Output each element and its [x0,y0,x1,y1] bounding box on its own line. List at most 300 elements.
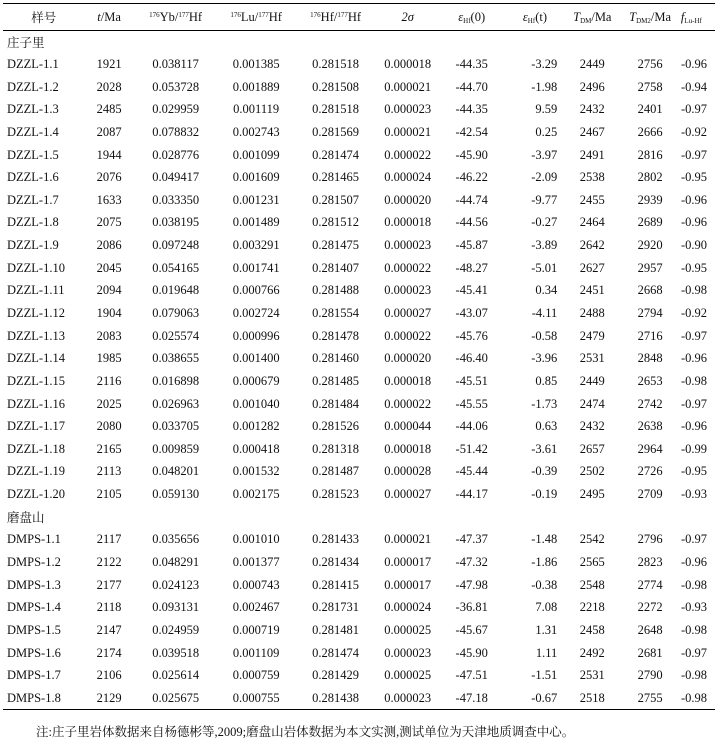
cell-tdm2: 2790 [637,668,663,683]
cell-sigma: 0.000022 [384,396,432,411]
cell-ehf0: -44.74 [455,192,488,207]
cell-flu-hf: -0.96 [680,419,707,434]
cell-tdm2: 2939 [637,192,663,207]
cell-ehft: -1.98 [531,79,558,94]
cell-ehft: -9.77 [531,192,558,207]
cell-ehf0: -45.90 [455,645,488,660]
col-sample: 样号 [3,4,85,31]
cell-ehf0: -47.37 [455,532,488,547]
cell-sample-id: DMPS-1.3 [7,577,61,592]
cell-yb-hf: 0.097248 [152,238,200,253]
cell-tdm: 2531 [579,351,605,366]
cell-ehf0: -45.87 [455,238,488,253]
cell-flu-hf: -0.98 [680,283,707,298]
cell-tdm: 2474 [579,396,605,411]
cell-flu-hf: -0.98 [680,668,707,683]
table-row [3,98,715,121]
cell-sample-id: DZZL-1.10 [7,260,65,275]
cell-sample-id: DZZL-1.13 [7,328,65,343]
cell-yb-hf: 0.049417 [152,170,200,185]
cell-sigma: 0.000018 [384,215,432,230]
cell-age: 2086 [96,238,122,253]
cell-lu-hf: 0.002743 [232,124,280,139]
cell-hf-hf: 0.281508 [312,79,360,94]
cell-age: 2094 [96,283,122,298]
cell-hf-hf: 0.281434 [312,555,360,570]
cell-flu-hf: -0.96 [680,351,707,366]
cell-yb-hf: 0.029959 [152,102,200,117]
cell-tdm2: 2653 [637,373,663,388]
cell-tdm2: 2401 [637,102,663,117]
cell-sigma: 0.000028 [384,464,432,479]
cell-tdm2: 2755 [619,687,681,710]
cell-sigma: 0.000025 [384,622,432,637]
cell-flu-hf: -0.95 [680,260,707,275]
cell-yb-hf: 0.026963 [152,396,200,411]
cell-ehf0: -44.70 [455,79,488,94]
cell-ehf0: -45.67 [455,622,488,637]
cell-tdm: 2432 [579,102,605,117]
cell-lu-hf: 0.001010 [232,532,280,547]
cell-lu-hf: 0.000996 [232,328,280,343]
cell-ehf0: -45.55 [455,396,488,411]
cell-sample-id: DZZL-1.20 [7,487,65,502]
cell-ehf0: -47.51 [455,668,488,683]
cell-tdm2: 2774 [637,577,663,592]
cell-sample-id: DZZL-1.18 [7,441,65,456]
cell-ehf0: -44.35 [455,102,488,117]
cell-hf-hf: 0.281526 [312,419,360,434]
cell-tdm2: 2796 [637,532,663,547]
cell-hf-hf: 0.281485 [312,373,360,388]
cell-sigma: 0.000022 [384,147,432,162]
cell-tdm: 2488 [579,306,605,320]
cell-ehf0: -46.40 [455,351,488,366]
cell-yb-hf: 0.048291 [152,555,200,570]
cell-age: 2028 [96,79,122,94]
table-row [3,76,715,99]
cell-sample-id: DMPS-1.4 [7,600,61,615]
table-row [3,257,715,280]
col-tdm: $T_{DM}/Ma$ [565,4,619,31]
cell-lu-hf: 0.001400 [232,351,280,366]
cell-flu-hf: -0.95 [680,170,707,185]
cell-tdm2: 2794 [637,306,663,320]
col-age: t/Ma [85,4,134,31]
cell-hf-hf: 0.281507 [312,192,360,207]
cell-yb-hf: 0.033705 [152,419,200,434]
cell-lu-hf: 0.001385 [232,56,280,71]
cell-yb-hf: 0.048201 [152,464,200,479]
cell-tdm: 2531 [579,668,605,683]
table-row [3,619,715,642]
cell-hf-hf: 0.281415 [312,577,360,592]
cell-tdm2: 2272 [637,600,663,615]
hf-isotope-table [3,3,715,710]
header-row [3,4,715,31]
cell-tdm: 2642 [579,238,605,253]
cell-lu-hf: 0.001231 [232,192,280,207]
cell-yb-hf: 0.028776 [152,147,200,162]
cell-tdm2: 2848 [637,351,663,366]
cell-lu-hf: 0.001489 [232,215,280,230]
cell-tdm: 2467 [579,124,605,139]
cell-tdm2: 2920 [637,238,663,253]
cell-hf-hf: 0.281433 [312,532,360,547]
col-flu-hf: $f_{Lu-Hf}$ [681,4,715,31]
cell-tdm: 2449 [579,373,605,388]
cell-flu-hf: -0.90 [680,238,707,253]
table-row [3,234,715,257]
cell-flu-hf: -0.97 [680,396,707,411]
col-ehft: $\varepsilon_{Hf}(t)$ [505,4,566,31]
cell-ehft: 0.63 [535,419,558,434]
cell-tdm2: 2681 [637,645,663,660]
cell-tdm: 2491 [579,147,605,162]
cell-sample-id: DZZL-1.9 [7,238,59,253]
cell-ehf0: -45.90 [455,147,488,162]
table-row [3,144,715,167]
cell-hf-hf: 0.281438 [295,687,377,710]
cell-hf-hf: 0.281318 [312,441,360,456]
table-row [3,325,715,348]
cell-lu-hf: 0.000766 [232,283,280,298]
cell-yb-hf: 0.024959 [152,622,200,637]
cell-sigma: 0.000022 [384,328,432,343]
cell-lu-hf: 0.002724 [232,306,280,320]
cell-age: 1633 [96,192,122,207]
cell-tdm: 2458 [579,622,605,637]
cell-age: 2087 [96,124,122,139]
cell-sigma: 0.000018 [384,373,432,388]
col-hf-hf: $^{176}$Hf/$^{177}$Hf [295,4,377,31]
col-lu-hf: $^{176}$Lu/$^{177}$Hf [218,4,295,31]
cell-tdm2: 2709 [637,487,663,502]
cell-tdm2: 2648 [637,622,663,637]
cell-lu-hf: 0.000418 [232,441,280,456]
table-row [3,302,715,325]
cell-ehf0: -44.56 [455,215,488,230]
cell-hf-hf: 0.281460 [312,351,360,366]
cell-flu-hf: -0.95 [680,464,707,479]
cell-age: 2485 [96,102,122,117]
cell-sample-id: DZZL-1.14 [7,351,65,366]
cell-sample-id: DZZL-1.6 [7,170,59,185]
cell-ehft: -3.97 [531,147,558,162]
cell-tdm: 2432 [579,419,605,434]
cell-flu-hf: -0.96 [680,215,707,230]
cell-ehft: -5.01 [531,260,558,275]
cell-ehf0: -45.76 [455,328,488,343]
col-yb-hf: $^{176}$Yb/$^{177}$Hf [134,4,218,31]
cell-ehft: 1.31 [535,622,558,637]
table-row [3,597,715,620]
cell-sigma: 0.000023 [384,238,432,253]
cell-flu-hf: -0.96 [680,192,707,207]
cell-ehft: -1.48 [531,532,558,547]
cell-hf-hf: 0.281512 [312,215,360,230]
cell-age: 2122 [96,555,122,570]
cell-tdm: 2495 [579,487,605,502]
cell-age: 2080 [96,419,122,434]
cell-yb-hf: 0.038117 [152,56,199,71]
cell-sample-id: DZZL-1.19 [7,464,65,479]
cell-yb-hf: 0.078832 [152,124,200,139]
cell-yb-hf: 0.025614 [152,668,200,683]
table-row [3,212,715,235]
cell-lu-hf: 0.001040 [232,396,280,411]
cell-tdm: 2657 [579,441,605,456]
cell-sigma: 0.000021 [384,79,432,94]
cell-sample-id: DMPS-1.6 [7,645,61,660]
cell-sample-id: DZZL-1.3 [7,102,59,117]
cell-age: 2106 [96,668,122,683]
table-row [3,483,715,506]
table-footnote: 注:庄子里岩体数据来自杨德彬等,2009;磨盘山岩体数据为本文实测,测试单位为天津地质调查中心。 [36,725,575,739]
cell-hf-hf: 0.281518 [312,102,360,117]
cell-sample-id: DZZL-1.1 [7,56,59,71]
table-body [3,31,715,710]
cell-tdm2: 2668 [637,283,663,298]
cell-hf-hf: 0.281554 [312,306,360,320]
table-row [3,529,715,552]
table-row [3,53,715,76]
cell-yb-hf: 0.054165 [152,260,200,275]
cell-age: 1944 [96,147,122,162]
cell-hf-hf: 0.281569 [312,124,360,139]
table-row [3,121,715,144]
cell-flu-hf: -0.97 [680,147,707,162]
cell-lu-hf: 0.000759 [232,668,280,683]
cell-flu-hf: -0.96 [680,555,707,570]
cell-sigma: 0.000023 [384,102,432,117]
cell-age: 2075 [96,215,122,230]
cell-flu-hf: -0.99 [680,441,707,456]
table-row [3,687,715,710]
cell-ehft: 1.11 [535,645,558,660]
cell-sample-id: DZZL-1.17 [7,419,65,434]
cell-ehft: -3.61 [531,441,558,456]
cell-yb-hf: 0.038195 [152,215,200,230]
cell-hf-hf: 0.281474 [312,147,360,162]
cell-age: 1904 [96,306,122,320]
cell-tdm: 2548 [579,577,605,592]
cell-age: 2083 [96,328,122,343]
cell-flu-hf: -0.98 [680,577,707,592]
cell-lu-hf: 0.000755 [218,687,295,710]
cell-sigma: 0.000024 [384,170,432,185]
col-ehf0: $\varepsilon_{Hf}(0)$ [439,4,505,31]
cell-hf-hf: 0.281487 [312,464,360,479]
cell-lu-hf: 0.001119 [233,102,280,117]
cell-lu-hf: 0.002467 [232,600,280,615]
cell-ehf0: -45.44 [455,464,488,479]
cell-age: 1921 [96,56,122,71]
cell-hf-hf: 0.281731 [312,600,360,615]
cell-sample-id: DMPS-1.5 [7,622,61,637]
cell-yb-hf: 0.009859 [152,441,200,456]
cell-sample-id: DMPS-1.8 [3,687,85,710]
cell-ehf0: -44.06 [455,419,488,434]
cell-hf-hf: 0.281407 [312,260,360,275]
cell-flu-hf: -0.92 [680,124,707,139]
cell-tdm2: 2756 [637,56,663,71]
cell-sample-id: DMPS-1.7 [7,668,61,683]
cell-tdm2: 2758 [637,79,663,94]
cell-tdm2: 2716 [637,328,663,343]
table-row [3,415,715,438]
cell-yb-hf: 0.053728 [152,79,200,94]
cell-hf-hf: 0.281523 [312,487,360,502]
cell-tdm2: 2823 [637,555,663,570]
cell-sample-id: DZZL-1.12 [7,306,65,320]
cell-tdm: 2496 [579,79,605,94]
cell-ehft: -0.27 [531,215,558,230]
cell-tdm2: 2964 [637,441,663,456]
cell-sigma: 0.000020 [384,351,432,366]
cell-sigma: 0.000017 [384,555,432,570]
cell-age: 2177 [96,577,122,592]
cell-yb-hf: 0.025675 [134,687,218,710]
cell-sample-id: DZZL-1.11 [7,283,65,298]
cell-lu-hf: 0.001889 [232,79,280,94]
cell-ehft: -3.29 [531,56,558,71]
cell-lu-hf: 0.001109 [232,645,280,660]
cell-flu-hf: -0.97 [680,645,707,660]
cell-sigma: 0.000023 [384,283,432,298]
cell-ehft: -0.58 [531,328,558,343]
cell-lu-hf: 0.001099 [232,147,280,162]
cell-age: 2117 [96,532,122,547]
cell-sigma: 0.000023 [384,645,432,660]
cell-sigma: 0.000027 [384,487,432,502]
cell-flu-hf: -0.98 [681,687,715,710]
cell-ehft: -1.51 [531,668,558,683]
cell-sample-id: DZZL-1.15 [7,373,65,388]
cell-ehft: 0.25 [535,124,558,139]
table-row [3,438,715,461]
cell-ehft: -0.38 [531,577,558,592]
cell-ehft: -0.67 [505,687,566,710]
cell-sigma: 0.000020 [384,192,432,207]
cell-ehft: -0.39 [531,464,558,479]
group-name: 庄子里 [7,36,45,51]
cell-flu-hf: -0.98 [680,622,707,637]
table-row [3,347,715,370]
cell-age: 2105 [96,487,122,502]
cell-tdm2: 2726 [637,464,663,479]
cell-tdm2: 2816 [637,147,663,162]
cell-lu-hf: 0.000719 [232,622,280,637]
cell-flu-hf: -0.97 [680,328,707,343]
group-header-row [3,506,715,529]
cell-yb-hf: 0.093131 [152,600,200,615]
cell-sample-id: DZZL-1.5 [7,147,59,162]
cell-hf-hf: 0.281475 [312,238,360,253]
table-row [3,664,715,687]
cell-age: 1985 [96,351,122,366]
cell-ehf0: -44.17 [455,487,488,502]
cell-hf-hf: 0.281429 [312,668,360,683]
cell-sample-id: DZZL-1.4 [7,124,59,139]
col-sigma: 2σ [377,4,439,31]
cell-ehft: -3.89 [531,238,558,253]
cell-age: 2174 [96,645,122,660]
cell-yb-hf: 0.019648 [152,283,200,298]
cell-lu-hf: 0.000679 [232,373,280,388]
cell-sigma: 0.000021 [384,532,432,547]
cell-flu-hf: -0.97 [680,532,707,547]
cell-sample-id: DZZL-1.7 [7,192,59,207]
cell-ehf0: -44.35 [455,56,488,71]
cell-sigma: 0.000018 [384,56,432,71]
cell-tdm2: 2638 [637,419,663,434]
cell-tdm: 2218 [579,600,605,615]
cell-flu-hf: -0.97 [680,102,707,117]
cell-hf-hf: 0.281488 [312,283,360,298]
cell-lu-hf: 0.001609 [232,170,280,185]
cell-age: 2045 [96,260,122,275]
cell-yb-hf: 0.025574 [152,328,200,343]
cell-ehf0: -47.18 [439,687,505,710]
cell-hf-hf: 0.281478 [312,328,360,343]
cell-ehft: -1.73 [531,396,558,411]
cell-tdm2: 2957 [637,260,663,275]
cell-sigma: 0.000025 [384,668,432,683]
cell-yb-hf: 0.079063 [152,306,200,320]
cell-lu-hf: 0.003291 [232,238,280,253]
cell-flu-hf: -0.92 [680,306,707,320]
cell-yb-hf: 0.039518 [152,645,200,660]
cell-ehf0: -47.98 [455,577,488,592]
table-row [3,461,715,484]
cell-sigma: 0.000044 [384,419,432,434]
cell-ehf0: -43.07 [455,306,488,320]
cell-tdm: 2451 [579,283,605,298]
cell-sample-id: DMPS-1.1 [7,532,61,547]
cell-lu-hf: 0.002175 [232,487,280,502]
cell-lu-hf: 0.000743 [232,577,280,592]
cell-sample-id: DZZL-1.2 [7,79,59,94]
cell-sample-id: DMPS-1.2 [7,555,61,570]
cell-age: 2118 [96,600,122,615]
cell-ehf0: -45.51 [455,373,488,388]
cell-yb-hf: 0.035656 [152,532,200,547]
cell-ehft: -1.86 [531,555,558,570]
cell-lu-hf: 0.001741 [232,260,280,275]
cell-flu-hf: -0.98 [680,373,707,388]
cell-ehf0: -48.27 [455,260,488,275]
cell-age: 2147 [96,622,122,637]
group-name: 磨盘山 [7,511,45,526]
cell-sigma: 0.000018 [384,441,432,456]
cell-age: 2165 [96,441,122,456]
cell-ehft: 7.08 [535,600,558,615]
cell-sigma: 0.000023 [377,687,439,710]
cell-lu-hf: 0.001282 [232,419,280,434]
cell-flu-hf: -0.93 [680,487,707,502]
cell-age: 2113 [96,464,122,479]
cell-flu-hf: -0.96 [680,56,707,71]
cell-yb-hf: 0.059130 [152,487,200,502]
cell-tdm: 2464 [579,215,605,230]
cell-hf-hf: 0.281465 [312,170,360,185]
cell-ehft: 9.59 [535,102,558,117]
cell-flu-hf: -0.93 [680,600,707,615]
cell-ehft: -0.19 [531,487,558,502]
cell-age: 2076 [96,170,122,185]
cell-sigma: 0.000017 [384,577,432,592]
